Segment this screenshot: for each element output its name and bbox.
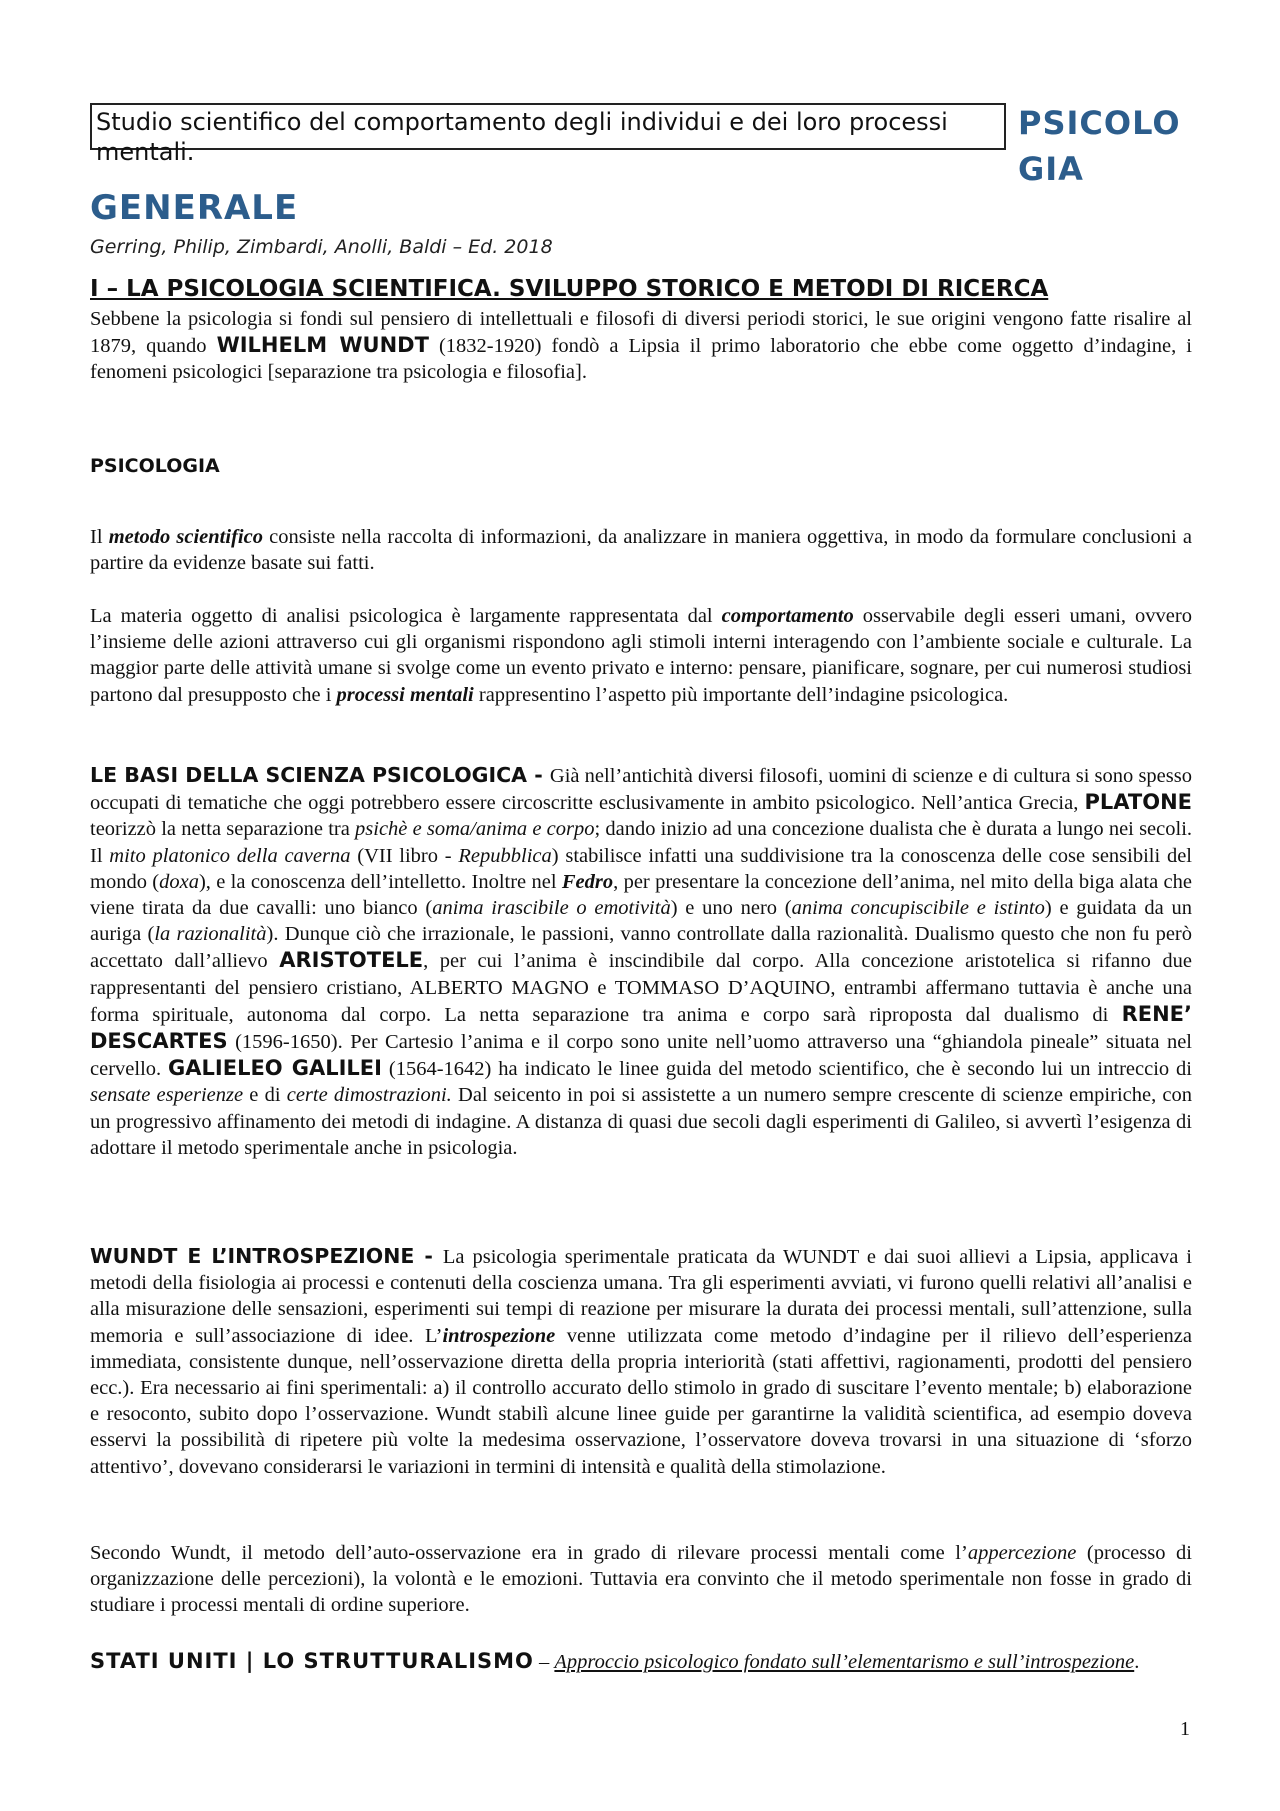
person-name: PLATONE <box>1084 790 1192 815</box>
materia-paragraph <box>90 603 1192 708</box>
text-run: (processo di organizzazione delle percezioni), la volontà e le emozioni. Tuttavia era convinto che il metodo sperimentale non fosse in grado di studiare i processi mentali di ordine superiore. <box>90 1542 1192 1617</box>
definition-text: Approccio psicologico fondato sull’elementarismo e sull’introspezione <box>554 1651 1135 1673</box>
text-run: (1564-1642) ha indicato le linee guida del metodo scientifico, che è secondo lui un intreccio di <box>381 1058 1192 1081</box>
text-run: ) e guidata da un auriga ( <box>90 897 1192 946</box>
text-run: ) e uno nero ( <box>670 897 792 920</box>
title-box-text: Studio scientifico del comportamento degli individui e dei loro processi mentali. <box>96 108 948 166</box>
person-name: ARISTOTELE <box>279 948 424 973</box>
text-run: ), e la conoscenza dell’intelletto. Inoltre nel <box>198 870 562 893</box>
text-run: rappresentino l’aspetto più importante dell’indagine psicologica. <box>473 683 1009 706</box>
key-term: introspezione <box>442 1324 556 1347</box>
person-name: RENE’ DESCARTES <box>90 1001 1192 1054</box>
text-run: ). Dunque ciò che irrazionale, le passioni, vanno controllate dalla razionalità. Dualismo questo che non fu però accettato dall’allievo <box>90 923 1193 973</box>
text-run: (VII libro - <box>350 844 459 867</box>
italic-term: certe dimostrazioni. <box>286 1084 452 1107</box>
document-title <box>1018 100 1218 192</box>
text-run: osservabile degli esseri umani, ovvero l’insieme delle azioni attraverso cui gli organismi rispondono agli stimoli interni interagendo con l’ambiente sociale e culturale. La maggior parte delle attività umane si svolge come un evento privato e interno: pensare, pianificare, sognare, per cui numerosi studiosi partono dal presupposto che i <box>90 605 1192 706</box>
person-name: WILHELM WUNDT <box>216 333 429 358</box>
italic-term: sensate esperienze <box>90 1084 244 1107</box>
text-run: Il <box>90 526 109 548</box>
key-term: Fedro <box>561 870 614 893</box>
text-run: venne utilizzata come metodo d’indagine per il rilievo dell’esperienza immediata, consistente dunque, nell’osservazione diretta della propria interiorità (stati affettivi, ragionamenti, prodotti del pensiero ecc.). Era necessario ai fini sperimentali: a) il controllo accurato dello stimolo in grado di suscitare l’evento mentale; b) elaborazione e resoconto, subito dopo l’osservazione. Wundt stabilì alcune linee guide per garantirne la validità scientifica, ad esempio doveva esservi la possibilità di ripetere più volte la medesima osservazione, l’osservatore doveva trovarsi in una situazione di ‘sforzo attentivo’, dovevano considerarsi le variazioni in termini di intensità e qualità della stimolazione. <box>90 1324 1192 1478</box>
italic-term: anima irascibile o emotività <box>432 897 671 920</box>
heading-dash: - <box>414 1244 443 1268</box>
page-number: 1 <box>1180 1718 1190 1740</box>
text-run: La materia oggetto di analisi psicologica è largamente rappresentata dal <box>90 605 722 627</box>
authors-line: Gerring, Philip, Zimbardi, Anolli, Baldi – Ed. 2018 <box>90 236 553 258</box>
basi-paragraph <box>90 762 1192 1161</box>
key-term: metodo scientifico <box>108 526 263 548</box>
section-heading: LE BASI DELLA SCIENZA PSICOLOGICA <box>90 763 528 787</box>
text-run: Secondo Wundt, il metodo dell’auto-osservazione era in grado di rilevare processi mentali come l’ <box>90 1542 968 1564</box>
intro-paragraph <box>90 306 1192 386</box>
italic-term: appercezione <box>967 1542 1077 1564</box>
key-term: comportamento <box>721 605 854 627</box>
italic-term: doxa <box>159 870 199 893</box>
text-run: ; dando inizio ad una concezione dualista che è durata a lungo nei secoli. Il <box>90 818 1193 867</box>
document-subtitle: GENERALE <box>90 188 299 228</box>
text-run: ) stabilisce infatti una suddivisione tra la conoscenza delle cose sensibili del mondo ( <box>90 844 1192 893</box>
section-heading: WUNDT E L’INTROSPEZIONE <box>90 1244 415 1268</box>
text-run: teorizzò la netta separazione tra <box>90 818 356 841</box>
chapter-heading: I – LA PSICOLOGIA SCIENTIFICA. SVILUPPO STORICO E METODI DI RICERCA <box>90 276 1049 302</box>
key-term: processi mentali <box>336 683 474 706</box>
text-run: La psicologia sperimentale praticata da WUNDT e dai suoi allievi a Lipsia, applicava i metodi della fisiologia ai processi e contenuti della coscienza umana. Tra gli esperimenti avviati, vi furono quelli relativi all’analisi e alla misurazione delle sensazioni, esperimenti sui tempi di reazione per misurare la durata dei processi mentali, sull’attenzione, sulla memoria e sull’associazione di idee. L’ <box>90 1246 1192 1347</box>
italic-term: Repubblica <box>458 844 552 867</box>
text-run: , per presentare la concezione dell’anima, nel mito della biga alata che viene tirata da due cavalli: uno bianco ( <box>90 870 1192 920</box>
wundt-paragraph-2 <box>90 1540 1192 1619</box>
section-label: PSICOLOGIA <box>90 455 220 477</box>
text-run: Sebbene la psicologia si fondi sul pensiero di intellettuali e filosofi di diversi periodi storici, le sue origini vengono fatte risalire al 1879, quando <box>90 308 1192 358</box>
person-name: GALIELEO GALILEI <box>168 1056 382 1081</box>
usa-paragraph <box>90 1648 1192 1675</box>
text-run: , per cui l’anima è inscindibile dal corpo. Alla concezione aristotelica si rifanno due rappresentanti del pensiero cristiano, ALBERTO MAGNO e TOMMASO D’AQUINO, entrambi affermano tuttavia è anche una forma spirituale, autonoma dal corpo. La netta separazione tra anima e corpo sarà riproposta dal dualismo di <box>90 950 1192 1026</box>
text-run: (1596-1650). Per Cartesio l’anima e il corpo sono unite nell’uomo attraverso una “ghiandola pineale” situata nel cervello. <box>90 1031 1192 1081</box>
title-box <box>90 103 1006 166</box>
italic-term: mito platonico della caverna <box>109 844 351 867</box>
heading-dash: – <box>533 1651 555 1673</box>
metodo-paragraph <box>90 524 1192 576</box>
text-run: Già nell’antichità diversi filosofi, uomini di scienze e di cultura si sono spesso occupati di tematiche che oggi potrebbero essere circoscritte esclusivamente in ambito psicologico. Nell’antica Grecia, <box>90 765 1192 815</box>
document-title-line1: PSICOLO <box>1018 104 1181 142</box>
italic-term: psichè e soma/anima e corpo <box>355 818 595 841</box>
section-heading: STATI UNITI | LO STRUTTURALISMO <box>90 1649 534 1673</box>
document-title-line2: GIA <box>1018 150 1084 188</box>
text-run: e di <box>243 1084 287 1107</box>
italic-term: anima concupiscibile e istinto <box>791 897 1045 920</box>
heading-dash: - <box>527 763 550 787</box>
text-run: Dal seicento in poi si assistette a un numero sempre crescente di scienze empiriche, con un progressivo affinamento dei metodi di indagine. A distanza di quasi due secoli dagli esperimenti di Galileo, si avvertì l’esigenza di adottare il metodo sperimentale anche in psicologia. <box>90 1084 1193 1159</box>
text-run: (1832-1920) fondò a Lipsia il primo laboratorio che ebbe come oggetto d’indagine, i fenomeni psicologici [separazione tra psicologia e filosofia]. <box>90 335 1192 384</box>
text-run: . <box>1134 1651 1140 1673</box>
wundt-paragraph <box>90 1243 1192 1480</box>
text-run: consiste nella raccolta di informazioni, da analizzare in maniera oggettiva, in modo da formulare conclusioni a partire da evidenze basate sui fatti. <box>90 526 1192 575</box>
italic-term: la razionalità <box>154 923 267 946</box>
